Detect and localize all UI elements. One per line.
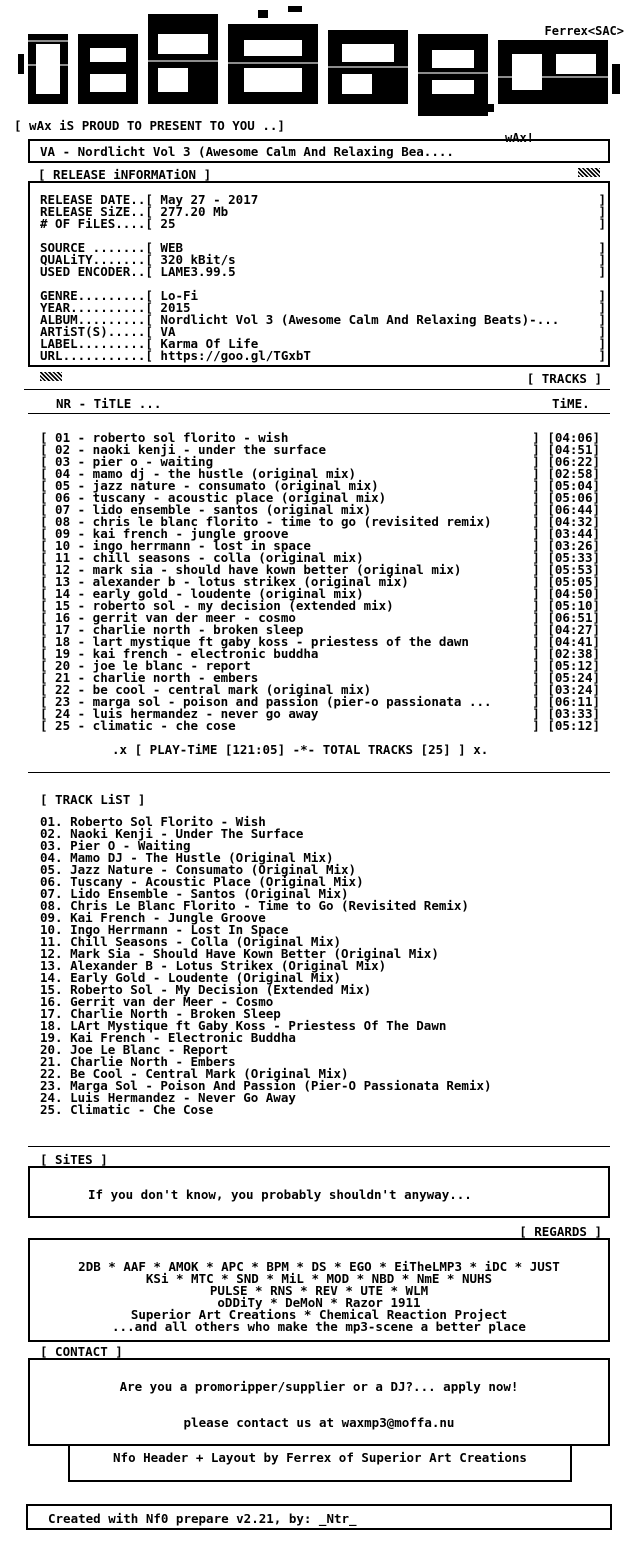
track-list-item: 02. Naoki Kenji - Under The Surface <box>40 826 304 841</box>
release-title: VA - Nordlicht Vol 3 (Awesome Calm And Relaxing Bea.... <box>40 144 454 159</box>
wax-ascii-logo <box>8 4 624 116</box>
track-nr-title: [ 16 - gerrit van der meer - cosmo <box>40 610 296 625</box>
track-time: ] [03:24] <box>532 682 600 697</box>
track-nr-title: [ 15 - roberto sol - my decision (extended mix) <box>40 598 394 613</box>
release-info-row: URL...........[ https://goo.gl/TGxbT ] <box>40 348 606 363</box>
release-info-row: # OF FiLES....[ 25 ] <box>40 216 606 231</box>
wax-tag: wAx! <box>505 131 534 145</box>
track-list-item: 07. Lido Ensemble - Santos (Original Mix) <box>40 886 349 901</box>
created-text: Created with Nf0 prepare v2.21, by: _Ntr_ <box>48 1511 357 1526</box>
track-nr-title: [ 13 - alexander b - lotus strikex (original mix) <box>40 574 409 589</box>
release-info-label: ARTiST(S).....[ <box>40 324 161 339</box>
regards-line: PULSE * RNS * REV * UTE * WLM <box>209 1283 429 1298</box>
track-list-item: 22. Be Cool - Central Mark (Original Mix) <box>40 1066 349 1081</box>
track-time: ] [03:44] <box>532 526 600 541</box>
contact-line-1: Are you a promoripper/supplier or a DJ?... apply now! <box>119 1379 519 1394</box>
release-info-value: 277.20 Mb <box>160 204 229 219</box>
release-info-value: 320 kBit/s <box>160 252 236 267</box>
track-list-item: 20. Joe Le Blanc - Report <box>40 1042 229 1057</box>
track-time: ] [04:51] <box>532 442 600 457</box>
track-list-item: 21. Charlie North - Embers <box>40 1054 236 1069</box>
regards-line: ...and all others who make the mp3-scene a better place <box>112 1319 526 1334</box>
track-time: ] [05:33] <box>532 550 600 565</box>
track-nr-title: [ 24 - luis hermandez - never go away <box>40 706 319 721</box>
release-info-row: USED ENCODER..[ LAME3.99.5 ] <box>40 264 606 279</box>
track-time: ] [05:04] <box>532 478 600 493</box>
playtime-line: .x [ PLAY-TiME [121:05] -*- TOTAL TRACKS [25] ] x. <box>112 742 489 757</box>
track-time: ] [05:10] <box>532 598 600 613</box>
release-info-label: URL...........[ <box>40 348 161 363</box>
track-list-item: 10. Ingo Herrmann - Lost In Space <box>40 922 289 937</box>
release-info-value: WEB <box>160 240 183 255</box>
release-info-label: USED ENCODER..[ <box>40 264 161 279</box>
sites-box <box>28 1166 610 1218</box>
track-nr-title: [ 23 - marga sol - poison and passion (pier-o passionata ... <box>40 694 492 709</box>
release-info-value: VA <box>160 324 176 339</box>
release-info-row: LABEL.........[ Karma Of Life ] <box>40 336 606 351</box>
hatch-decoration <box>40 372 62 381</box>
track-time: ] [04:06] <box>532 430 600 445</box>
track-list-item: 03. Pier O - Waiting <box>40 838 191 853</box>
contact-box <box>28 1358 610 1446</box>
author-tag: Ferrex<SAC> <box>544 24 624 38</box>
track-time: ] [06:22] <box>532 454 600 469</box>
tracks-heading: [ TRACKS ] <box>526 371 602 386</box>
track-list-item: 05. Jazz Nature - Consumato (Original Mix) <box>40 862 357 877</box>
track-nr-title: [ 25 - climatic - che cose <box>40 718 236 733</box>
release-info-value: https://goo.gl/TGxbT <box>160 348 311 363</box>
track-time: ] [02:58] <box>532 466 600 481</box>
col-time: TiME. <box>552 396 590 411</box>
regards-box <box>28 1238 610 1342</box>
track-time: ] [05:24] <box>532 670 600 685</box>
release-title-box <box>28 139 610 163</box>
track-time: ] [03:33] <box>532 706 600 721</box>
track-list-item: 24. Luis Hermandez - Never Go Away <box>40 1090 296 1105</box>
track-nr-title: [ 11 - chill seasons - colla (original mix) <box>40 550 364 565</box>
release-info-row: YEAR..........[ 2015 ] <box>40 300 606 315</box>
release-info-value: 25 <box>160 216 176 231</box>
release-info-label: ALBUM.........[ <box>40 312 161 327</box>
release-info-box <box>28 181 610 367</box>
track-time: ] [06:44] <box>532 502 600 517</box>
track-time: ] [06:51] <box>532 610 600 625</box>
release-info-row: RELEASE DATE..[ May 27 - 2017 ] <box>40 192 606 207</box>
release-info-label: QUALiTY.......[ <box>40 252 161 267</box>
sites-text: If you don't know, you probably shouldn't anyway... <box>88 1187 472 1202</box>
track-time: ] [05:12] <box>532 658 600 673</box>
release-info-value: Karma Of Life <box>160 336 259 351</box>
track-list-item: 16. Gerrit van der Meer - Cosmo <box>40 994 274 1009</box>
release-info-label: RELEASE DATE..[ <box>40 192 161 207</box>
track-row <box>40 720 600 732</box>
release-info-heading: [ RELEASE iNFORMATiON ] <box>38 167 212 182</box>
track-nr-title: [ 20 - joe le blanc - report <box>40 658 251 673</box>
track-nr-title: [ 07 - lido ensemble - santos (original mix) <box>40 502 372 517</box>
track-list-item: 15. Roberto Sol - My Decision (Extended Mix) <box>40 982 372 997</box>
release-info-row: ARTiST(S).....[ VA ] <box>40 324 606 339</box>
col-nr-title: NR - TiTLE ... <box>56 396 162 411</box>
track-list-item: 23. Marga Sol - Poison And Passion (Pier-O Passionata Remix) <box>40 1078 492 1093</box>
track-list-item: 13. Alexander B - Lotus Strikex (Original Mix) <box>40 958 387 973</box>
sites-heading: [ SiTES ] <box>40 1152 108 1167</box>
release-info-row: SOURCE .......[ WEB ] <box>40 240 606 255</box>
track-list-item: 14. Early Gold - Loudente (Original Mix) <box>40 970 342 985</box>
track-time: ] [04:50] <box>532 586 600 601</box>
hatch-decoration <box>578 168 600 177</box>
track-time: ] [02:38] <box>532 646 600 661</box>
track-nr-title: [ 02 - naoki kenji - under the surface <box>40 442 326 457</box>
track-list-heading: [ TRACK LiST ] <box>40 792 146 807</box>
created-box <box>26 1504 612 1530</box>
release-info-row: QUALiTY.......[ 320 kBit/s ] <box>40 252 606 267</box>
track-nr-title: [ 14 - early gold - loudente (original mix) <box>40 586 364 601</box>
regards-list <box>30 1261 608 1333</box>
track-nr-title: [ 19 - kai french - electronic buddha <box>40 646 319 661</box>
release-info-value: 2015 <box>160 300 191 315</box>
track-nr-title: [ 12 - mark sia - should have kown better (original mix) <box>40 562 462 577</box>
track-time: ] [05:06] <box>532 490 600 505</box>
release-info-value: May 27 - 2017 <box>160 192 259 207</box>
release-info-label: SOURCE .......[ <box>40 240 161 255</box>
regards-heading: [ REGARDS ] <box>519 1224 602 1239</box>
track-list-item: 17. Charlie North - Broken Sleep <box>40 1006 281 1021</box>
track-nr-title: [ 03 - pier o - waiting <box>40 454 214 469</box>
release-info-row: RELEASE SiZE..[ 277.20 Mb ] <box>40 204 606 219</box>
track-nr-title: [ 22 - be cool - central mark (original mix) <box>40 682 372 697</box>
track-nr-title: [ 21 - charlie north - embers <box>40 670 259 685</box>
release-info-value: Nordlicht Vol 3 (Awesome Calm And Relaxing Beats)-... <box>160 312 560 327</box>
release-info-label: # OF FiLES....[ <box>40 216 161 231</box>
regards-line: oDDiTy * DeMoN * Razor 1911 <box>217 1295 421 1310</box>
track-nr-title: [ 08 - chris le blanc florito - time to go (revisited remix) <box>40 514 492 529</box>
credit-box <box>68 1446 572 1482</box>
track-nr-title: [ 06 - tuscany - acoustic place (original mix) <box>40 490 387 505</box>
track-time: ] [04:41] <box>532 634 600 649</box>
track-list-item: 12. Mark Sia - Should Have Kown Better (Original Mix) <box>40 946 439 961</box>
tagline: [ wAx iS PROUD TO PRESENT TO YOU ..] <box>14 118 285 133</box>
track-nr-title: [ 09 - kai french - jungle groove <box>40 526 289 541</box>
track-nr-title: [ 01 - roberto sol florito - wish <box>40 430 289 445</box>
track-list-item: 06. Tuscany - Acoustic Place (Original Mix) <box>40 874 364 889</box>
track-nr-title: [ 10 - ingo herrmann - lost in space <box>40 538 311 553</box>
release-info-row: ALBUM.........[ Nordlicht Vol 3 (Awesome Calm And Relaxing Beats)-... ] <box>40 312 606 327</box>
release-info-label: RELEASE SiZE..[ <box>40 204 161 219</box>
release-info-label: LABEL.........[ <box>40 336 161 351</box>
track-time: ] [05:12] <box>532 718 600 733</box>
track-list-item: 09. Kai French - Jungle Groove <box>40 910 266 925</box>
release-info-row: GENRE.........[ Lo-Fi ] <box>40 288 606 303</box>
track-time: ] [06:11] <box>532 694 600 709</box>
contact-heading: [ CONTACT ] <box>40 1344 123 1359</box>
track-time: ] [05:05] <box>532 574 600 589</box>
regards-line: KSi * MTC * SND * MiL * MOD * NBD * NmE * NUHS <box>145 1271 493 1286</box>
track-list-item: 04. Mamo DJ - The Hustle (Original Mix) <box>40 850 334 865</box>
track-time: ] [05:53] <box>532 562 600 577</box>
track-list <box>40 816 492 1116</box>
release-info-fields <box>40 194 606 362</box>
tracks-table <box>40 432 600 732</box>
track-time: ] [03:26] <box>532 538 600 553</box>
track-list-item: 18. LArt Mystique ft Gaby Koss - Priestess Of The Dawn <box>40 1018 447 1033</box>
track-nr-title: [ 04 - mamo dj - the hustle (original mix) <box>40 466 357 481</box>
track-nr-title: [ 17 - charlie north - broken sleep <box>40 622 304 637</box>
track-list-item: 19. Kai French - Electronic Buddha <box>40 1030 296 1045</box>
track-time: ] [04:27] <box>532 622 600 637</box>
track-nr-title: [ 18 - lart mystique ft gaby koss - priestess of the dawn <box>40 634 469 649</box>
regards-line: Superior Art Creations * Chemical Reaction Project <box>130 1307 508 1322</box>
release-info-label: YEAR..........[ <box>40 300 161 315</box>
track-list-item: 25. Climatic - Che Cose <box>40 1102 214 1117</box>
track-list-item: 08. Chris Le Blanc Florito - Time to Go (Revisited Remix) <box>40 898 469 913</box>
release-info-value: Lo-Fi <box>160 288 199 303</box>
regards-line: 2DB * AAF * AMOK * APC * BPM * DS * EGO * EiTheLMP3 * iDC * JUST <box>78 1259 560 1274</box>
release-info-value: LAME3.99.5 <box>160 264 236 279</box>
credit-text: Nfo Header + Layout by Ferrex of Superior Art Creations <box>113 1450 527 1465</box>
release-info-label: GENRE.........[ <box>40 288 161 303</box>
contact-email[interactable]: please contact us at waxmp3@moffa.nu <box>183 1415 455 1430</box>
track-list-item: 01. Roberto Sol Florito - Wish <box>40 814 266 829</box>
track-time: ] [04:32] <box>532 514 600 529</box>
track-list-item: 11. Chill Seasons - Colla (Original Mix) <box>40 934 342 949</box>
track-nr-title: [ 05 - jazz nature - consumato (original mix) <box>40 478 379 493</box>
